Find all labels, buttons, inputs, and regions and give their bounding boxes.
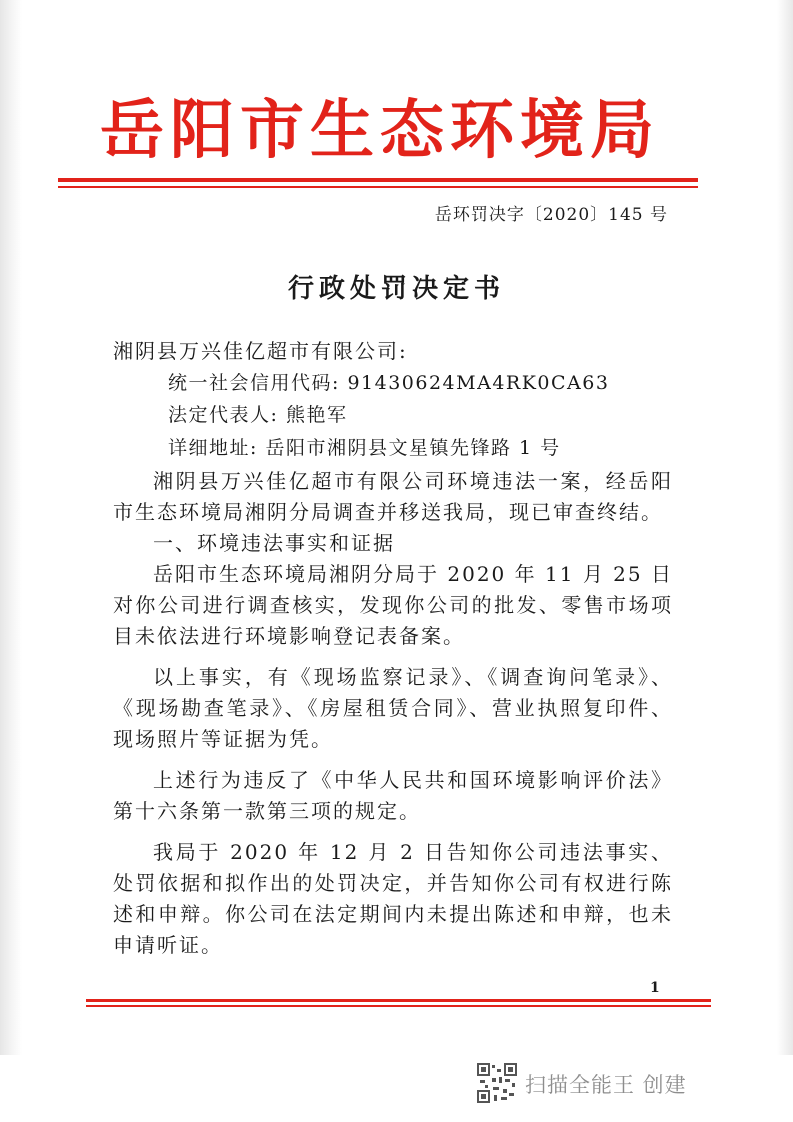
document-number: 岳环罚决字〔2020〕145 号 [434,205,668,225]
address-field: 详细地址: 岳阳市湘阴县文星镇先锋路 1 号 [168,437,561,459]
paragraph-facts: 岳阳市生态环境局湘阴分局于 2020 年 11 月 25 日对你公司进行调查核实，发现你公司的批发、零售市场项目未依法进行环境影响登记表备案。 [113,562,673,648]
paragraph-evidence: 以上事实，有《现场监察记录》、《调查询问笔录》、《现场勘查笔录》、《房屋租赁合同》、营业执照复印件、现场照片等证据为凭。 [113,665,673,751]
scan-edge-left [0,0,22,1060]
paragraph-notification: 我局于 2020 年 12 月 2 日告知你公司违法事实、处罚依据和拟作出的处罚决定，并告知你公司有权进行陈述和申辩。你公司在法定期间内未提出陈述和申辩，也未申请听证。 [113,840,673,957]
qr-code-icon [477,1063,517,1103]
header-red-rule [58,178,698,182]
page-number: 1 [650,980,660,996]
agency-title: 岳阳市生态环境局 [100,93,660,168]
recipient: 湘阴县万兴佳亿超市有限公司: [113,339,408,363]
section-heading: 一、环境违法事实和证据 [153,531,395,555]
footer-red-rule [86,999,711,1002]
document-body [113,466,673,961]
scanner-watermark: 扫描全能王 创建 [525,1073,687,1097]
legal-rep-field: 法定代表人: 熊艳军 [168,404,348,426]
paragraph-violation: 上述行为违反了《中华人民共和国环境影响评价法》第十六条第一款第三项的规定。 [113,768,673,823]
footer-red-rule-thin [86,1005,711,1007]
credit-code-field: 统一社会信用代码: 91430624MA4RK0CA63 [168,372,610,394]
header-red-rule-thin [58,186,698,188]
paragraph-intro: 湘阴县万兴佳亿超市有限公司环境违法一案，经岳阳市生态环境局湘阴分局调查并移送我局，现已审查终结。 [113,469,673,524]
document-title: 行政处罚决定书 [287,274,505,304]
scan-edge-right [777,0,793,1060]
recipient-line [113,336,673,367]
